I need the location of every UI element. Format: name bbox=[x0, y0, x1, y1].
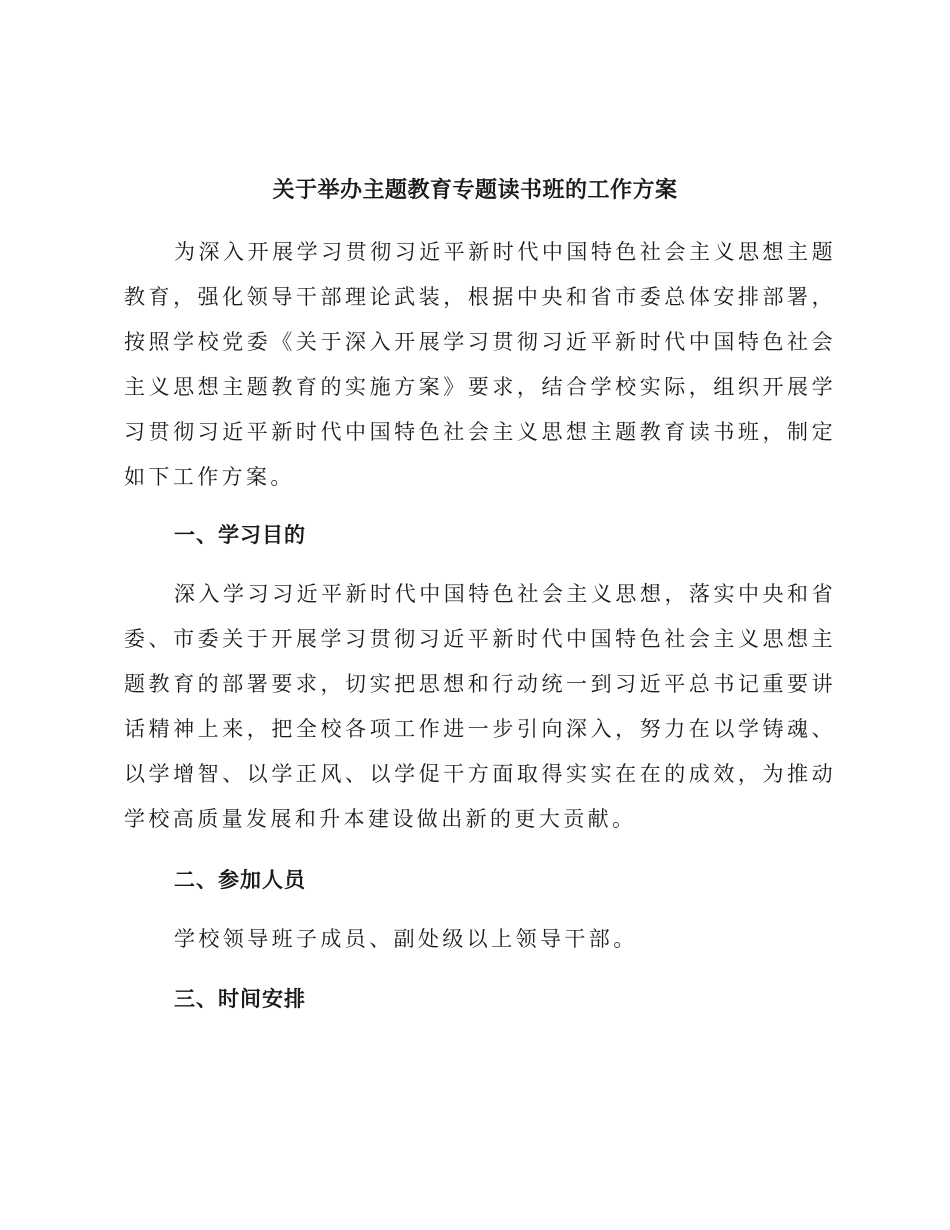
section-heading-participants: 二、参加人员 bbox=[174, 868, 306, 892]
intro-paragraph: 为深入开展学习贯彻习近平新时代中国特色社会主义思想主题教育，强化领导干部理论武装，根据中央和省市委总体安排部署，按照学校党委《关于深入开展学习贯彻习近平新时代中国特色社会主义思想主题教育的实施方案》要求，结合学校实际，组织开展学习贯彻习近平新时代中国特色社会主义思想主题教育读书班，制定如下工作方案。 bbox=[124, 240, 836, 489]
section-body-participants: 学校领导班子成员、副处级以上领导干部。 bbox=[174, 927, 638, 951]
section-heading-schedule: 三、时间安排 bbox=[174, 987, 306, 1011]
document-title: 关于举办主题教育专题读书班的工作方案 bbox=[272, 177, 678, 203]
section-body-purpose: 深入学习习近平新时代中国特色社会主义思想，落实中央和省委、市委关于开展学习贯彻习近平新时代中国特色社会主义思想主题教育的部署要求，切实把思想和行动统一到习近平总书记重要讲话精神上来，把全校各项工作进一步引向深入，努力在以学铸魂、以学增智、以学正风、以学促干方面取得实实在在的成效，为推动学校高质量发展和升本建设做出新的更大贡献。 bbox=[124, 582, 836, 831]
section-heading-purpose: 一、学习目的 bbox=[174, 523, 306, 547]
